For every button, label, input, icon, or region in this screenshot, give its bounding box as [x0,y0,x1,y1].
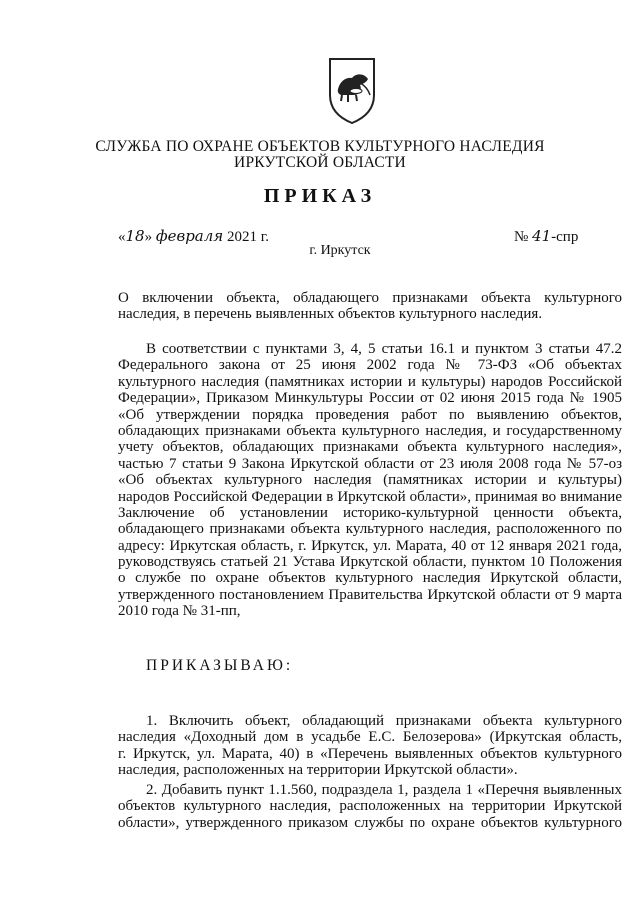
date-year: 2021 г. [226,229,269,245]
decree-word: ПРИКАЗЫВАЮ: [146,657,294,674]
number-suffix: -спр [551,229,579,245]
order-subject [118,290,622,323]
organization-name-line1: СЛУЖБА ПО ОХРАНЕ ОБЪЕКТОВ КУЛЬТУРНОГО НАСЛЕДИЯ [95,138,545,155]
preamble-paragraph [118,341,622,620]
document-title: ПРИКАЗ [263,185,377,207]
preamble-line: обладающих признаками объекта культурного наследия, и государственному [118,422,622,439]
item-line: г. Иркутск, ул. Марата, 40) в «Перечень выявленных объектов культурного [118,745,622,762]
preamble-line: о службе по охране объектов культурного наследия Иркутской области, [118,570,622,587]
organization-name-line2: ИРКУТСКОЙ ОБЛАСТИ [234,154,406,171]
preamble-line: Заключение об установлении историко-культурной ценности объекта, [118,504,622,521]
preamble-line: обладающего признаками объекта культурного наследия, расположенного по [118,521,622,538]
date-close-quote: » [144,229,153,245]
item-line: объектов культурного наследия, расположенных на территории Иркутской [118,798,622,815]
subject-line: наследия, в перечень выявленных объектов культурного наследия. [118,306,543,323]
item-line: области», утвержденного приказом службы по охране объектов культурного [118,814,622,831]
preamble-line: руководствуясь статьей 21 Устава Иркутской области, пунктом 10 Положения [118,554,622,571]
coat-of-arms-icon [326,55,378,125]
date-open-quote: « [118,229,126,245]
preamble-line: учету объектов, обладающих признаками объекта культурного наследия», [118,439,622,456]
preamble-line: 2010 года № 31-пп, [118,603,241,620]
subject-line: О включении объекта, обладающего признаками объекта культурного [118,290,622,306]
number-prefix: № [514,229,529,245]
preamble-line: «Об утверждении порядка проведения работ по выявлению объектов, [118,406,622,423]
date-month: февраля [155,227,224,245]
date-day: 18 [125,227,145,245]
order-item-1 [118,713,622,779]
item-line: наследия, расположенных на территории Иркутской области». [118,762,518,779]
number-value: 41 [532,227,552,245]
item-line: наследия «Доходный дом в усадьбе Е.С. Белозерова» (Иркутская область, [118,729,622,746]
preamble-line: утвержденного постановлением Правительства Иркутской области от 9 марта [118,586,622,603]
preamble-line: культурного наследия (памятниках истории и культуры) народов Российской [118,373,622,390]
preamble-line: адресу: Иркутская область, г. Иркутск, ул. Марата, 40 от 12 января 2021 года, [118,537,622,554]
document-city: г. Иркутск [309,243,371,258]
preamble-line: В соответствии с пунктами 3, 4, 5 статьи 16.1 и пунктом 3 статьи 47.2 [146,341,622,357]
preamble-line: частью 7 статьи 9 Закона Иркутской области от 23 июля 2008 года № 57-оз [118,455,622,472]
preamble-line: Федерального закона от 25 июня 2002 года № 73-ФЗ «Об объектах [118,357,622,374]
preamble-line: Федерации», Приказом Минкультуры России от 02 июня 2015 года № 1905 [118,390,622,407]
preamble-line: народов Российской Федерации в Иркутской области», принимая во внимание [118,488,622,505]
order-item-2 [118,782,622,831]
item-line: 1. Включить объект, обладающий признаками объекта культурного [146,713,622,729]
preamble-line: «Об объектах культурного наследия (памятниках истории и культуры) [118,472,622,489]
item-line: 2. Добавить пункт 1.1.560, подраздела 1, раздела 1 «Перечня выявленных [146,782,622,798]
